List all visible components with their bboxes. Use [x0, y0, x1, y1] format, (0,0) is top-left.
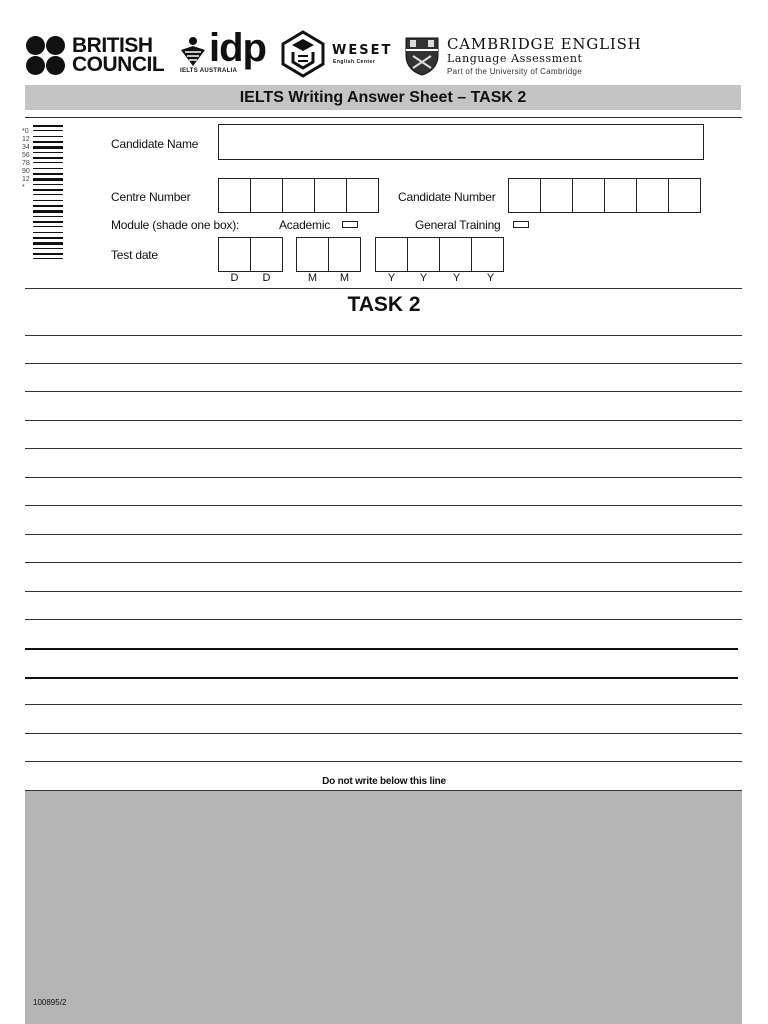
- writing-line[interactable]: [25, 420, 742, 421]
- centre-number-cell[interactable]: [314, 178, 347, 213]
- idp-logo: idp: [209, 26, 266, 70]
- date-format-letter: Y: [419, 272, 428, 284]
- test-date-cell[interactable]: [375, 237, 408, 272]
- examiner-use-area: [25, 791, 742, 1024]
- writing-line[interactable]: [25, 562, 742, 563]
- british-council-logo-icon: [26, 36, 66, 76]
- weset-logo-icon: [280, 30, 326, 78]
- candidate-number-label: Candidate Number: [398, 190, 496, 204]
- do-not-write-notice: Do not write below this line: [322, 776, 446, 787]
- cambridge-shield-icon: [404, 36, 440, 76]
- candidate-number-cell[interactable]: [572, 178, 605, 213]
- barcode-digits: *0123456789012*: [22, 128, 30, 191]
- writing-line[interactable]: [25, 505, 742, 506]
- writing-line[interactable]: [25, 648, 738, 650]
- centre-number-cell[interactable]: [282, 178, 315, 213]
- centre-number-label: Centre Number: [111, 190, 191, 204]
- weset-subtitle: English Center: [333, 59, 376, 65]
- module-label: Module (shade one box):: [111, 218, 240, 232]
- test-date-cell[interactable]: [218, 237, 251, 272]
- test-date-cell[interactable]: [471, 237, 504, 272]
- writing-line[interactable]: [25, 477, 742, 478]
- general-training-label: General Training: [415, 218, 501, 232]
- writing-line[interactable]: [25, 677, 738, 679]
- test-date-year-field[interactable]: [375, 237, 504, 272]
- centre-number-cell[interactable]: [218, 178, 251, 213]
- writing-line[interactable]: [25, 733, 742, 734]
- test-date-cell[interactable]: [439, 237, 472, 272]
- candidate-number-cell[interactable]: [540, 178, 573, 213]
- candidate-number-cell[interactable]: [636, 178, 669, 213]
- date-format-letter: Y: [486, 272, 495, 284]
- cambridge-logo: CAMBRIDGE ENGLISH: [447, 35, 642, 53]
- test-date-month-field[interactable]: [296, 237, 361, 272]
- writing-line[interactable]: [25, 704, 742, 705]
- test-date-cell[interactable]: [250, 237, 283, 272]
- candidate-name-field[interactable]: [218, 124, 704, 160]
- test-date-cell[interactable]: [328, 237, 361, 272]
- test-date-label: Test date: [111, 248, 158, 262]
- candidate-number-cell[interactable]: [668, 178, 701, 213]
- idp-subtitle: IELTS AUSTRALIA: [180, 68, 238, 74]
- answer-sheet-title: IELTS Writing Answer Sheet – TASK 2: [25, 85, 741, 110]
- writing-line[interactable]: [25, 335, 742, 336]
- test-date-day-field[interactable]: [218, 237, 283, 272]
- writing-line[interactable]: [25, 534, 742, 535]
- barcode-icon: [33, 125, 63, 263]
- date-format-letter: M: [339, 272, 350, 284]
- candidate-name-label: Candidate Name: [111, 137, 199, 151]
- candidate-number-field[interactable]: [508, 178, 701, 213]
- divider: [25, 288, 742, 289]
- writing-line[interactable]: [25, 448, 742, 449]
- date-format-letter: Y: [452, 272, 461, 284]
- test-date-cell[interactable]: [407, 237, 440, 272]
- test-date-cell[interactable]: [296, 237, 329, 272]
- centre-number-field[interactable]: [218, 178, 379, 213]
- british-council-logo: BRITISH COUNCIL: [72, 34, 165, 76]
- writing-line[interactable]: [25, 619, 742, 620]
- date-format-letter: M: [307, 272, 318, 284]
- date-format-letter: D: [262, 272, 271, 284]
- weset-logo: WESET: [332, 43, 393, 58]
- date-format-letter: Y: [387, 272, 396, 284]
- date-format-letter: D: [230, 272, 239, 284]
- idp-logo-icon: [178, 36, 208, 68]
- candidate-number-cell[interactable]: [508, 178, 541, 213]
- divider: [25, 117, 742, 118]
- candidate-number-cell[interactable]: [604, 178, 637, 213]
- academic-label: Academic: [279, 218, 331, 232]
- cambridge-tagline: Part of the University of Cambridge: [447, 67, 582, 76]
- cambridge-subtitle: Language Assessment: [447, 52, 583, 65]
- general-training-checkbox[interactable]: [513, 221, 529, 228]
- writing-line[interactable]: [25, 391, 742, 392]
- centre-number-cell[interactable]: [250, 178, 283, 213]
- writing-line[interactable]: [25, 591, 742, 592]
- writing-line[interactable]: [25, 363, 742, 364]
- writing-line[interactable]: [25, 761, 742, 762]
- form-code: 100895/2: [33, 998, 67, 1007]
- task-heading: TASK 2: [347, 293, 421, 316]
- academic-checkbox[interactable]: [342, 221, 358, 228]
- centre-number-cell[interactable]: [346, 178, 379, 213]
